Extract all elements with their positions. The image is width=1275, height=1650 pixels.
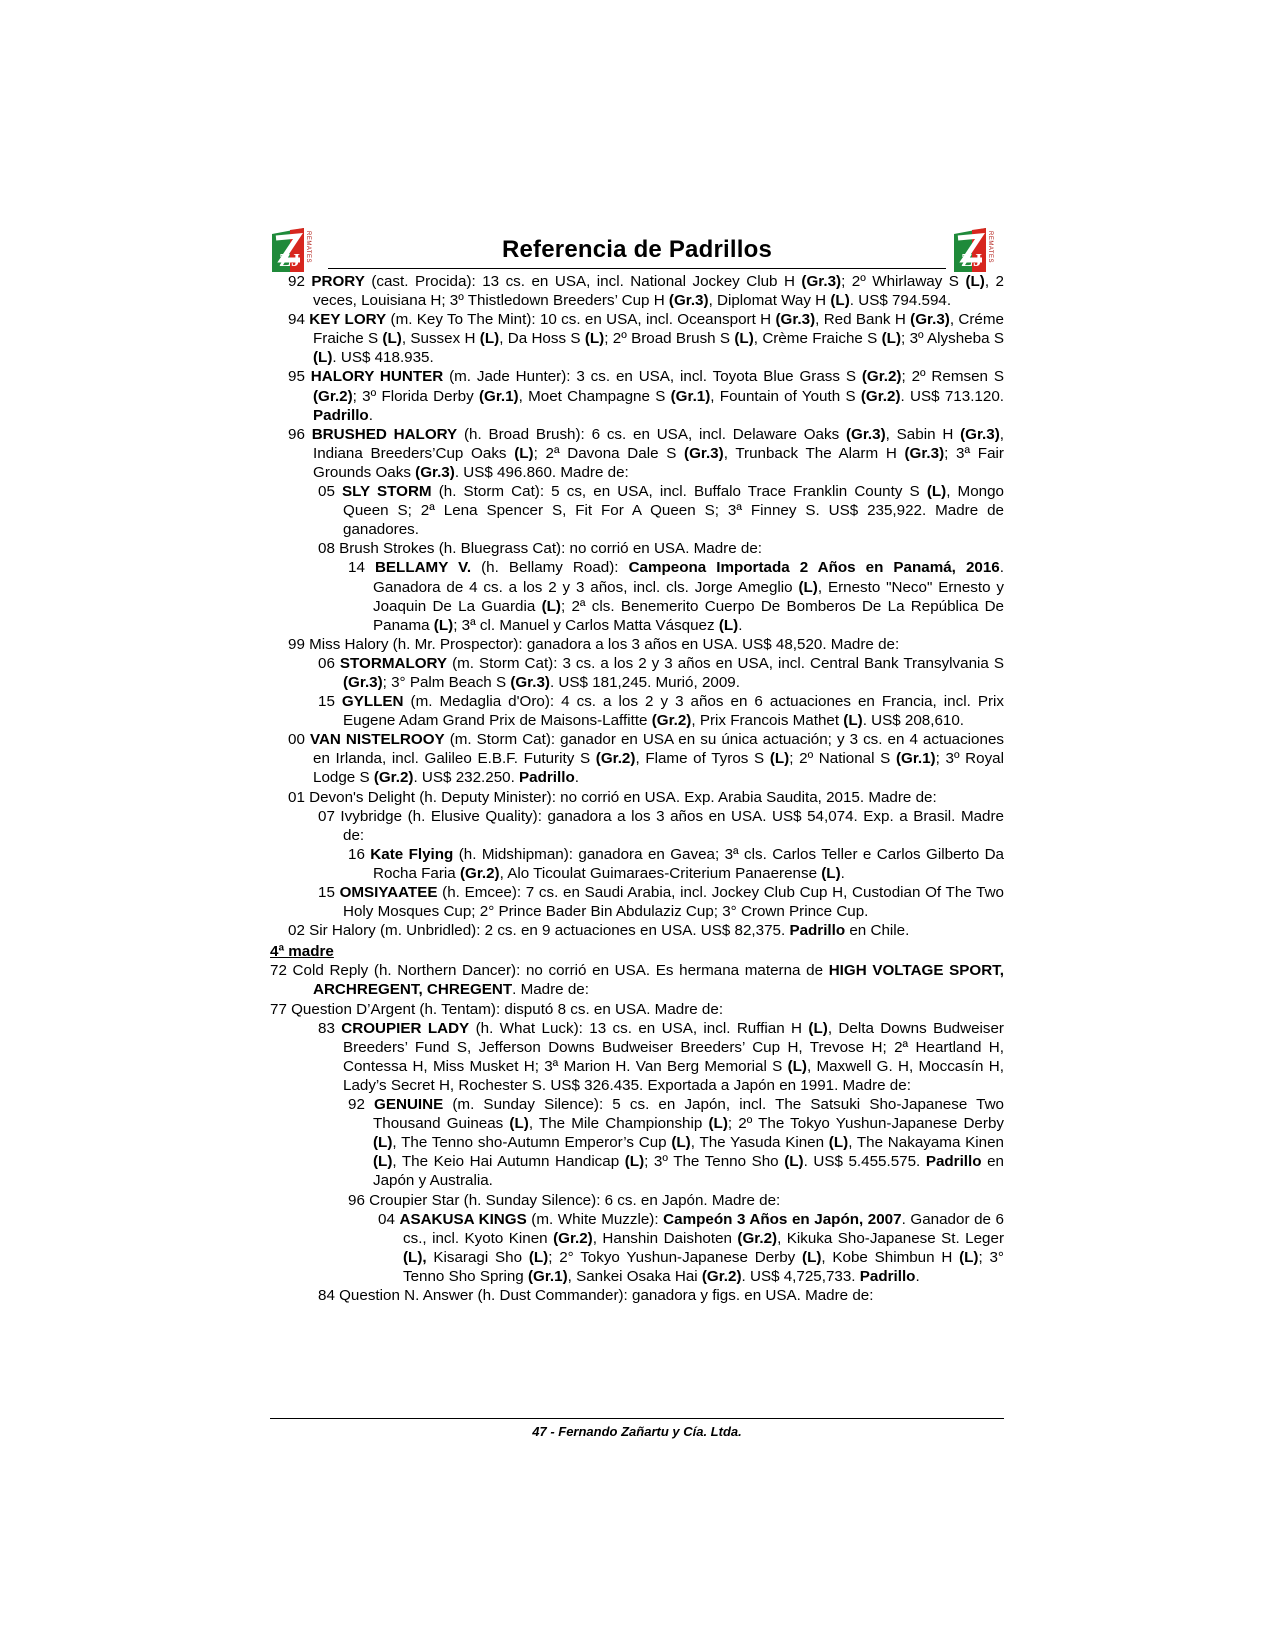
bold-text: (L) — [382, 330, 402, 348]
entry-text: 94 — [288, 311, 310, 329]
bold-text: (Gr.3) — [343, 673, 383, 691]
svg-text:REMATES: REMATES — [987, 231, 993, 264]
footer-rule — [270, 1418, 1004, 1419]
entry-text: , Sussex H — [401, 330, 480, 348]
bold-text: KEY LORY — [309, 311, 387, 329]
entry-text: ; 3º Royal Lodge S — [313, 750, 1004, 787]
entry-text: ; 3º Florida Derby — [352, 387, 479, 405]
bold-text: (Gr.2) — [313, 387, 353, 405]
entry-text: (h. Midshipman): ganadora en Gavea; 3ª cls. Carlos Teller e Carlos Gilberto Da Rocha Faria — [373, 845, 1004, 882]
bold-text: (Gr.1) — [478, 387, 519, 405]
entry-text: Kisaragi Sho — [426, 1248, 529, 1266]
zj-remates-logo-right — [952, 226, 1004, 274]
bold-text: (L) — [843, 712, 863, 730]
zj-remates-logo-left — [270, 226, 322, 274]
entry-text: en Chile. — [845, 922, 910, 940]
pedigree-entry — [270, 539, 1004, 558]
bold-text: (L) — [828, 1134, 849, 1152]
entry-text: 05 — [318, 483, 343, 501]
entry-text: . — [738, 616, 743, 634]
bold-text: (Gr.3) — [684, 444, 724, 462]
entry-text: , Mongo Queen S; 2ª Lena Spencer S, Fit For A Queen S; 3ª Finney S. US$ 235,922. Madre de ganadores. — [343, 483, 1004, 539]
entry-text: . US$ 4,725,733. — [741, 1267, 860, 1285]
entry-text: , Kikuka Sho-Japanese St. Leger — [777, 1229, 1004, 1247]
entry-text: (m. Jade Hunter): 3 cs. en USA, incl. Toyota Blue Grass S — [443, 368, 862, 386]
entry-text: , Ernesto "Neco" Ernesto y Joaquin De La Guardia — [373, 578, 1004, 615]
bold-text: (Gr.3) — [910, 311, 950, 329]
entry-text: ; 3º Alysheba S — [901, 330, 1004, 348]
entry-text: . US$ 208,610. — [862, 712, 965, 730]
bold-text: Campeona Importada 2 Años en Panamá, 2016 — [628, 559, 1000, 577]
entry-text: . US$ 232.250. — [413, 769, 520, 787]
pedigree-entry — [270, 310, 1004, 367]
pedigree-entries — [270, 272, 1004, 1305]
entry-text: ; 3ª Fair Grounds Oaks — [313, 444, 1004, 481]
bold-text: (Gr.2) — [651, 712, 692, 730]
entry-text: 77 Question D’Argent (h. Tentam): disputó 8 cs. en USA. Madre de: — [270, 1000, 724, 1018]
pedigree-entry — [270, 730, 1004, 787]
entry-text: (h. Bellamy Road): — [471, 559, 629, 577]
pedigree-entry — [270, 807, 1004, 845]
bold-text: (Gr.3) — [668, 292, 709, 310]
bold-text: Kate Flying — [370, 845, 454, 863]
bold-text: (Gr.2) — [861, 368, 902, 386]
bold-text: (L) — [528, 1248, 549, 1266]
entry-text: , The Nakayama Kinen — [848, 1134, 1004, 1152]
bold-text: GYLLEN — [341, 693, 404, 711]
entry-text: , The Keio Hai Autumn Handicap — [392, 1153, 625, 1171]
bold-text: Padrillo — [519, 769, 575, 787]
entry-text: ; 3° Tenno Sho Spring — [403, 1248, 1004, 1285]
entry-text: 01 Devon's Delight (h. Deputy Minister): no corrió en USA. Exp. Arabia Saudita, 2015. Madre de: — [288, 788, 937, 806]
entry-text: , Kobe Shimbun H — [821, 1248, 960, 1266]
bold-text: (L) — [479, 330, 500, 348]
entry-text: . Ganadora de 4 cs. a los 2 y 3 años, incl. cls. Jorge Ameglio — [373, 559, 1004, 596]
entry-text: ; 2° Tokyo Yushun-Japanese Derby — [548, 1248, 803, 1266]
bold-text: ASAKUSA KINGS — [399, 1210, 527, 1228]
bold-text: (L) — [798, 578, 818, 596]
entry-text: ; 3° Palm Beach S — [382, 673, 511, 691]
pedigree-entry — [270, 1000, 1004, 1019]
entry-text: 96 Croupier Star (h. Sunday Silence): 6 cs. en Japón. Madre de: — [348, 1191, 781, 1209]
bold-text: (L) — [313, 349, 333, 367]
bold-text: CROUPIER LADY — [341, 1019, 470, 1037]
bold-text: (Gr.3) — [775, 311, 816, 329]
title-underline — [328, 268, 946, 269]
entry-text: (m. Storm Cat): ganador en USA en su única actuación; y 3 cs. en 4 actuaciones en Irlanda, incl. Galileo E.B.F. Futurity S — [313, 731, 1004, 768]
pedigree-entry — [270, 692, 1004, 730]
entry-text: 14 — [348, 559, 375, 577]
bold-text: Padrillo — [789, 922, 846, 940]
svg-text:ZJ: ZJ — [279, 250, 301, 270]
bold-text: (L) — [671, 1134, 691, 1152]
entry-text: (h. Broad Brush): 6 cs. en USA, incl. Delaware Oaks — [457, 425, 846, 443]
pedigree-entry — [270, 961, 1004, 999]
entry-text: ; 2ª cls. Benemerito Cuerpo De Bomberos De La República De Panama — [373, 597, 1005, 634]
bold-text: (L) — [584, 330, 605, 348]
bold-text: (L) — [541, 597, 561, 615]
entry-text: . US$ 713.120. — [900, 387, 1004, 405]
bold-text: (L) — [509, 1115, 529, 1133]
entry-text: 07 Ivybridge (h. Elusive Quality): ganadora a los 3 años en USA. US$ 54,074. Exp. a Brasil. Madre de: — [318, 807, 1004, 844]
svg-text:REMATES: REMATES — [305, 231, 311, 264]
bold-text: (L) — [808, 1019, 828, 1037]
entry-text: , Hanshin Daishoten — [592, 1229, 738, 1247]
entry-text: . US$ 794.594. — [849, 292, 952, 310]
bold-text: BRUSHED HALORY — [311, 425, 458, 443]
bold-text: (L) — [821, 864, 841, 882]
entry-text: ; 2ª Davona Dale S — [533, 444, 685, 462]
entry-text: . — [368, 406, 373, 424]
entry-text: , Indiana Breeders’Cup Oaks — [313, 425, 1004, 462]
entry-text: 92 — [348, 1096, 375, 1114]
bold-text: GENUINE — [374, 1096, 444, 1114]
entry-text: (m. Storm Cat): 3 cs. a los 2 y 3 años en USA, incl. Central Bank Transylvania S — [447, 654, 1004, 672]
entry-text: , Sankei Osaka Hai — [567, 1267, 702, 1285]
bold-text: (L) — [373, 1134, 393, 1152]
bold-text: (L) — [926, 483, 947, 501]
pedigree-entry — [270, 845, 1004, 883]
entry-text: (h. What Luck): 13 cs. en USA, incl. Ruffian H — [469, 1019, 809, 1037]
bold-text: (L) — [784, 1153, 804, 1171]
entry-text: . US$ 5.455.575. — [803, 1153, 926, 1171]
section-heading — [270, 942, 1004, 961]
bold-text: (L) — [959, 1248, 979, 1266]
bold-text: Padrillo — [313, 406, 369, 424]
entry-text: . Ganador de 6 cs., incl. Kyoto Kinen — [403, 1210, 1005, 1247]
entry-text: ; 2º Remsen S — [901, 368, 1004, 386]
pedigree-entry — [270, 1286, 1004, 1305]
bold-text: (Gr.3) — [510, 673, 550, 691]
entry-text: (m. Sunday Silence): 5 cs. en Japón, incl. The Satsuki Sho-Japanese Two Thousand Guineas — [373, 1096, 1004, 1133]
bold-text: SLY STORM — [342, 483, 432, 501]
bold-text: (L) — [708, 1115, 728, 1133]
bold-text: (L) — [718, 616, 739, 634]
pedigree-entry — [270, 788, 1004, 807]
entry-text: 16 — [348, 845, 371, 863]
bold-text: Padrillo — [859, 1267, 916, 1285]
bold-text: BELLAMY V. — [374, 559, 472, 577]
pedigree-entry — [270, 1191, 1004, 1210]
entry-text: ; 3º The Tenno Sho — [644, 1153, 785, 1171]
bold-text: (L) — [802, 1248, 822, 1266]
pedigree-entry — [270, 482, 1004, 539]
entry-text: . — [840, 864, 845, 882]
bold-text: OMSIYAATEE — [339, 884, 438, 901]
entry-text: , The Yasuda Kinen — [690, 1134, 829, 1152]
pedigree-entry — [270, 425, 1004, 482]
entry-text: 06 — [318, 654, 340, 672]
bold-text: (L) — [769, 750, 790, 768]
bold-text: (Gr.2) — [701, 1267, 742, 1285]
bold-text: (Gr.3) — [904, 444, 945, 462]
pedigree-entry — [270, 921, 1004, 940]
entry-text: , Maxwell G. H, Moccasín H, Lady’s Secret H, Rochester S. US$ 326.435. Exportada a Japón en 1991. Madre de: — [343, 1057, 1004, 1094]
bold-text: (L) — [433, 616, 454, 634]
entry-text: . US$ 181,245. Murió, 2009. — [549, 673, 740, 691]
entry-text: . Madre de: — [512, 981, 589, 999]
entry-text: , Sabin H — [885, 425, 961, 443]
bold-text: HALORY HUNTER — [310, 368, 444, 386]
bold-text: (L) — [830, 292, 850, 310]
bold-text: VAN NISTELROOY — [309, 731, 445, 749]
entry-text: , Flame of Tyros S — [635, 750, 770, 768]
bold-text: (L) — [787, 1057, 807, 1075]
bold-text: (Gr.2) — [737, 1229, 778, 1247]
bold-text: (Gr.3) — [801, 273, 842, 290]
entry-text: 08 Brush Strokes (h. Bluegrass Cat): no corrió en USA. Madre de: — [318, 540, 763, 558]
page-header — [270, 226, 1004, 278]
entry-text: (m. Key To The Mint): 10 cs. en USA, incl. Oceansport H — [386, 311, 776, 329]
entry-text: . US$ 418.935. — [332, 349, 434, 367]
bold-text: (Gr.3) — [845, 425, 886, 443]
bold-text: 4ª madre — [270, 943, 334, 961]
bold-text: (L) — [373, 1153, 393, 1171]
entry-text: , Delta Downs Budweiser Breeders’ Fund S, Jefferson Downs Budweiser Breeders’ Cup H, Trevose H; 2ª Heartland H, Contessa H, Miss Musket H; 3ª Marion H. Van Berg Memorial S — [343, 1019, 1004, 1075]
entry-text: 83 — [318, 1019, 342, 1037]
entry-text: , 2 veces, Louisiana H; 3º Thistledown Breeders’ Cup H — [313, 273, 1004, 310]
document-page — [270, 226, 1004, 1305]
entry-text: , Moet Champagne S — [518, 387, 671, 405]
pedigree-entry — [270, 558, 1004, 634]
bold-text: (L) — [734, 330, 754, 348]
entry-text: ; 3ª cl. Manuel y Carlos Matta Vásquez — [453, 616, 719, 634]
bold-text: (Gr.2) — [459, 864, 500, 882]
pedigree-entry — [270, 883, 1004, 921]
bold-text: (Gr.2) — [373, 769, 414, 787]
entry-text: 99 Miss Halory (h. Mr. Prospector): ganadora a los 3 años en USA. US$ 48,520. Madre de: — [288, 635, 900, 653]
entry-text: 04 — [378, 1210, 400, 1228]
entry-text: , Prix Francois Mathet — [691, 712, 844, 730]
entry-text: 72 Cold Reply (h. Northern Dancer): no corrió en USA. Es hermana materna de — [270, 962, 829, 980]
bold-text: Campeón 3 Años en Japón, 2007 — [663, 1210, 902, 1228]
entry-text: (h. Emcee): 7 cs. en Saudi Arabia, incl. Jockey Club Cup H, Custodian Of The Two Holy Mosques Cup; 2° Prince Bader Bin Abdulaziz Cup; 3° Crown Prince Cup. — [343, 884, 1004, 921]
entry-text: 00 — [288, 731, 310, 749]
bold-text: PRORY — [311, 273, 365, 290]
entry-text: 92 — [288, 273, 312, 290]
pedigree-entry — [270, 1210, 1004, 1286]
entry-text: , The Mile Championship — [528, 1115, 709, 1133]
bold-text: STORMALORY — [339, 654, 448, 672]
entry-text: en Japón y Australia. — [373, 1153, 1004, 1190]
entry-text: , Da Hoss S — [499, 330, 585, 348]
entry-text: . — [915, 1267, 920, 1285]
bold-text: (Gr.2) — [595, 750, 636, 768]
entry-text: (h. Storm Cat): 5 cs, en USA, incl. Buffalo Trace Franklin County S — [431, 483, 927, 501]
pedigree-entry — [270, 1019, 1004, 1095]
bold-text: Padrillo — [925, 1153, 982, 1171]
bold-text: (Gr.1) — [670, 387, 711, 405]
entry-text: 95 — [288, 368, 311, 386]
bold-text: (L) — [514, 444, 534, 462]
entry-text: , Trunback The Alarm H — [723, 444, 905, 462]
entry-text: , Diplomat Way H — [708, 292, 831, 310]
entry-text: 02 Sir Halory (m. Unbridled): 2 cs. en 9 actuaciones en USA. US$ 82,375. — [288, 922, 790, 940]
entry-text: . US$ 496.860. Madre de: — [454, 463, 629, 481]
entry-text: 15 — [318, 693, 342, 711]
entry-text: ; 2º Broad Brush S — [604, 330, 735, 348]
entry-text: , Alo Ticoulat Guimaraes-Criterium Panaerense — [499, 864, 822, 882]
entry-text: , Crème Fraiche S — [753, 330, 882, 348]
page-title: Referencia de Padrillos — [501, 236, 773, 263]
bold-text: (Gr.3) — [960, 425, 1000, 443]
svg-text:ZJ: ZJ — [961, 250, 983, 270]
bold-text: (L), — [403, 1248, 427, 1266]
entry-text: 96 — [288, 425, 312, 443]
entry-text: , Créme Fraiche S — [313, 311, 1004, 348]
entry-text: ; 2º Whirlaway S — [841, 273, 966, 290]
entry-text: , Fountain of Youth S — [710, 387, 861, 405]
pedigree-entry — [270, 654, 1004, 692]
bold-text: (Gr.2) — [860, 387, 901, 405]
entry-text: , Red Bank H — [815, 311, 911, 329]
page-footer: 47 - Fernando Zañartu y Cía. Ltda. — [532, 1424, 742, 1439]
bold-text: (Gr.1) — [527, 1267, 568, 1285]
bold-text: HIGH VOLTAGE SPORT, ARCHREGENT, CHREGENT — [313, 962, 1004, 999]
bold-text: (Gr.3) — [415, 463, 455, 481]
entry-text: (m. White Muzzle): — [526, 1210, 664, 1228]
entry-text: 84 Question N. Answer (h. Dust Commander): ganadora y figs. en USA. Madre de: — [318, 1286, 874, 1304]
entry-text: ; 2º National S — [789, 750, 896, 768]
bold-text: (Gr.1) — [895, 750, 936, 768]
pedigree-entry — [270, 635, 1004, 654]
bold-text: (L) — [881, 330, 902, 348]
bold-text: (Gr.2) — [553, 1229, 593, 1247]
pedigree-entry — [270, 367, 1004, 424]
entry-text: 15 — [318, 884, 340, 901]
bold-text: (L) — [624, 1153, 645, 1171]
pedigree-entry — [270, 1095, 1004, 1190]
entry-text: (m. Medaglia d'Oro): 4 cs. a los 2 y 3 años en 6 actuaciones en Francia, incl. Prix Eugene Adam Grand Prix de Maisons-Laffitte — [343, 693, 1004, 730]
entry-text: (cast. Procida): 13 cs. en USA, incl. National Jockey Club H — [364, 273, 802, 290]
entry-text: ; 2º The Tokyo Yushun-Japanese Derby — [727, 1115, 1004, 1133]
entry-text: , The Tenno sho-Autumn Emperor’s Cup — [392, 1134, 672, 1152]
bold-text: (L) — [965, 273, 985, 290]
entry-text: . — [574, 769, 579, 787]
